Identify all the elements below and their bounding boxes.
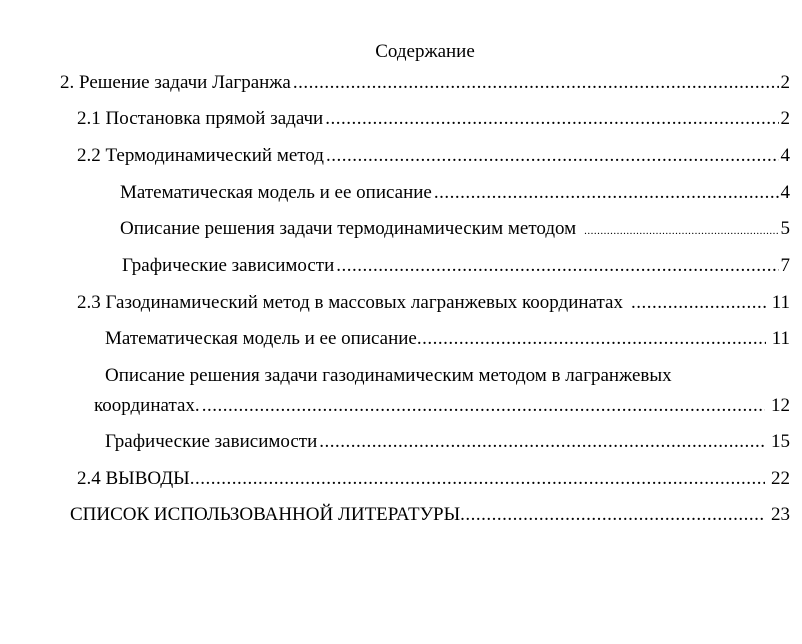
toc-page-number: 22 (771, 468, 790, 489)
toc-entry-label: СПИСОК ИСПОЛЬЗОВАННОЙ ЛИТЕРАТУРЫ (70, 504, 461, 525)
toc-entry-label: 2.3 Газодинамический метод в массовых лагранжевых координатах (77, 292, 623, 313)
toc-page-number: 15 (771, 431, 790, 452)
toc-entry-2-3-solution-line1[interactable] (105, 364, 672, 388)
toc-entry-2-3-model[interactable] (105, 327, 790, 351)
toc-page-number: 5 (780, 218, 790, 239)
toc-page-number: 2 (780, 108, 790, 129)
toc-entry-2-3-graphs[interactable] (105, 430, 790, 454)
toc-leader-dots (631, 291, 766, 315)
toc-entry-references[interactable] (70, 503, 790, 527)
toc-page-number: 4 (780, 145, 790, 166)
toc-leader-dots (202, 394, 765, 418)
toc-leader-dots (319, 430, 765, 454)
toc-leader-dots (336, 254, 778, 278)
toc-entry-1[interactable] (60, 71, 790, 95)
toc-page-number: 11 (771, 292, 790, 313)
toc-entry-2-2-graphs[interactable] (122, 254, 790, 278)
toc-page-number: 4 (780, 182, 790, 203)
toc-leader-dots (460, 503, 765, 527)
toc-page-number: 11 (771, 328, 790, 349)
toc-entry-label: Описание решения задачи газодинамическим методом в лагранжевых (105, 365, 672, 386)
toc-entry-label: Описание решения задачи термодинамическим методом (120, 218, 577, 239)
toc-page-number: 2 (780, 72, 790, 93)
toc-entry-label: Математическая модель и ее описание (120, 182, 432, 203)
toc-leader-dots (584, 217, 778, 243)
toc-entry-label: Графические зависимости (105, 431, 318, 452)
toc-leader-dots (293, 71, 779, 95)
toc-page-number: 7 (780, 255, 790, 276)
toc-entry-2-1[interactable] (77, 107, 790, 131)
toc-leader-dots (326, 144, 779, 168)
toc-entry-label: 2. Решение задачи Лагранжа (60, 72, 291, 93)
toc-entry-label: координатах. (94, 395, 200, 416)
toc-leader-dots (190, 467, 765, 491)
toc-entry-2-4[interactable] (77, 467, 790, 491)
toc-entry-label: 2.1 Постановка прямой задачи (77, 108, 324, 129)
toc-entry-2-2-solution[interactable] (120, 217, 790, 243)
toc-entry-2-3-solution-line2[interactable] (94, 394, 790, 418)
toc-entry-label: 2.4 ВЫВОДЫ (77, 468, 190, 489)
toc-leader-dots (434, 181, 779, 205)
toc-entry-2-2-model[interactable] (120, 181, 790, 205)
toc-page-number: 23 (771, 504, 790, 525)
toc-entry-label: 2.2 Термодинамический метод (77, 145, 324, 166)
toc-page-number: 12 (771, 395, 790, 416)
toc-leader-dots (417, 327, 766, 351)
toc-entry-2-3[interactable] (77, 291, 790, 315)
toc-entry-label: Графические зависимости (122, 255, 335, 276)
toc-entry-label: Математическая модель и ее описание (105, 328, 417, 349)
toc-title: Содержание (375, 41, 475, 62)
toc-leader-dots (325, 107, 778, 131)
toc-entry-2-2[interactable] (77, 144, 790, 168)
